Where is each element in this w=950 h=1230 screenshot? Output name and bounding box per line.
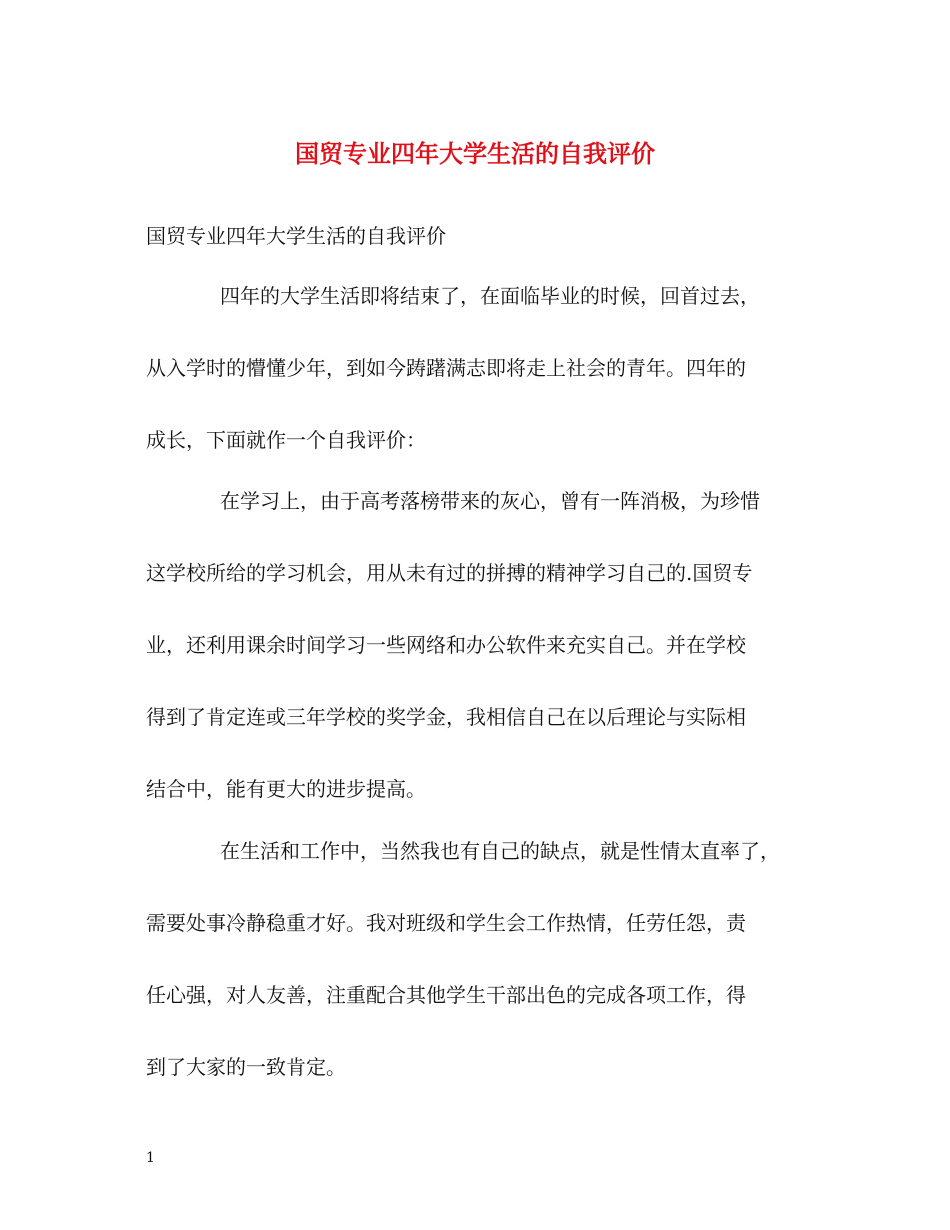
paragraph-line: 任心强，对人友善，注重配合其他学生干部出色的完成各项工作，得 xyxy=(146,983,746,1007)
document-subtitle: 国贸专业四年大学生活的自我评价 xyxy=(146,224,446,248)
paragraph-line: 从入学时的懵懂少年，到如今踌躇满志即将走上社会的青年。四年的 xyxy=(146,356,746,380)
paragraph-line: 得到了肯定连或三年学校的奖学金，我相信自己在以后理论与实际相 xyxy=(146,705,746,729)
paragraph-line: 在生活和工作中，当然我也有自己的缺点，就是性情太直率了， xyxy=(220,839,780,863)
paragraph-line: 这学校所给的学习机会，用从未有过的拼搏的精神学习自己的.国贸专 xyxy=(146,561,753,585)
paragraph-line: 结合中，能有更大的进步提高。 xyxy=(146,777,426,801)
paragraph-line: 需要处事冷静稳重才好。我对班级和学生会工作热情，任劳任怨，责 xyxy=(146,911,746,935)
paragraph-line: 业，还利用课余时间学习一些网络和办公软件来充实自己。并在学校 xyxy=(146,633,746,657)
paragraph-line: 四年的大学生活即将结束了，在面临毕业的时候，回首过去， xyxy=(220,284,760,308)
paragraph-line: 到了大家的一致肯定。 xyxy=(146,1055,346,1079)
paragraph-line: 在学习上，由于高考落榜带来的灰心，曾有一阵消极，为珍惜 xyxy=(220,489,760,513)
paragraph-line: 成长，下面就作一个自我评价： xyxy=(146,428,426,452)
page-title: 国贸专业四年大学生活的自我评价 xyxy=(295,139,655,168)
page-number: 1 xyxy=(146,1150,155,1166)
